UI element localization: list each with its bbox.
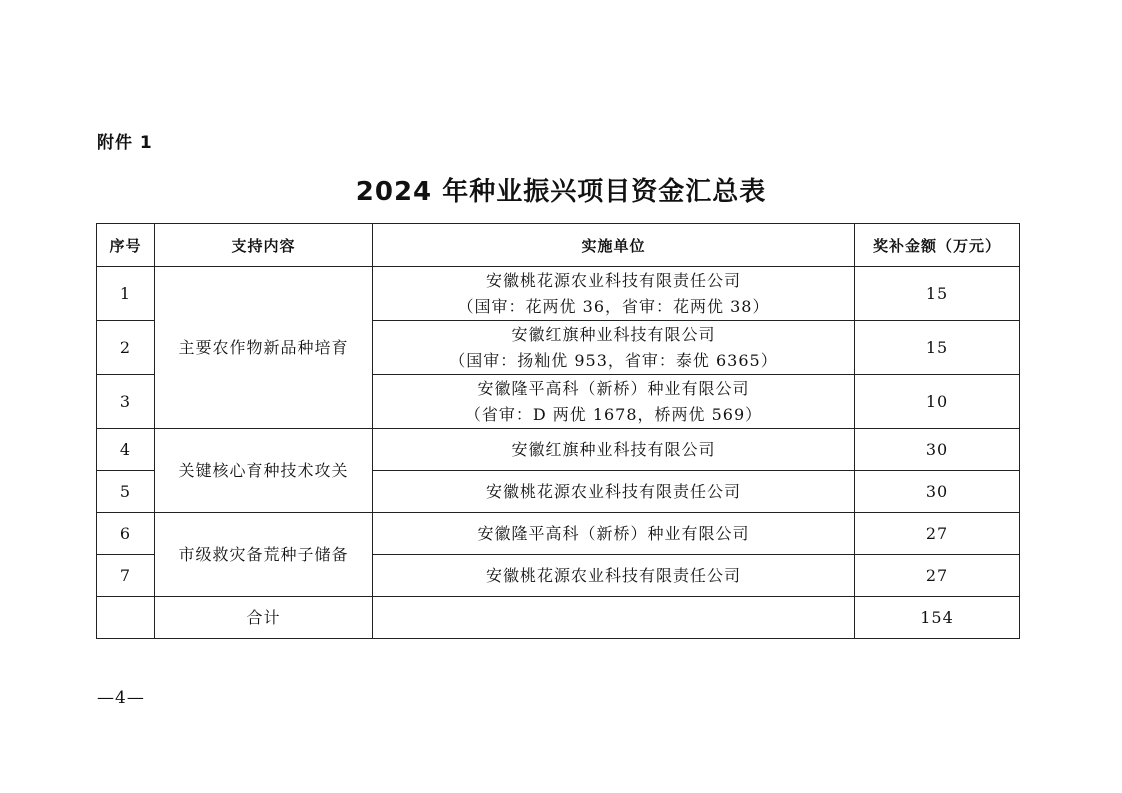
header-unit: 实施单位 bbox=[373, 224, 855, 267]
unit-name: 安徽红旗种业科技有限公司 bbox=[511, 324, 716, 344]
unit-cell: 安徽红旗种业科技有限公司 bbox=[373, 429, 855, 471]
row-no: 3 bbox=[97, 375, 155, 429]
unit-name: 安徽隆平高科（新桥）种业有限公司 bbox=[477, 378, 750, 398]
category-cell: 市级救灾备荒种子储备 bbox=[155, 513, 373, 597]
total-unit-empty bbox=[373, 597, 855, 639]
unit-note: （国审：花两优 36，省审：花两优 38） bbox=[457, 296, 770, 316]
unit-note: （省审：D 两优 1678，桥两优 569） bbox=[464, 404, 763, 424]
amount-cell: 15 bbox=[855, 321, 1020, 375]
total-row bbox=[97, 597, 1020, 639]
total-label: 合计 bbox=[155, 597, 373, 639]
amount-cell: 27 bbox=[855, 555, 1020, 597]
amount-cell: 10 bbox=[855, 375, 1020, 429]
table-row bbox=[97, 429, 1020, 471]
document-title: 2024 年种业振兴项目资金汇总表 bbox=[355, 177, 767, 207]
funding-summary-table bbox=[96, 223, 1020, 639]
unit-cell: 安徽隆平高科（新桥）种业有限公司 bbox=[373, 513, 855, 555]
table-row bbox=[97, 267, 1020, 321]
header-content: 支持内容 bbox=[155, 224, 373, 267]
row-no: 1 bbox=[97, 267, 155, 321]
category-cell: 主要农作物新品种培育 bbox=[155, 267, 373, 429]
row-no: 7 bbox=[97, 555, 155, 597]
table-header-row bbox=[97, 224, 1020, 267]
unit-cell: 安徽桃花源农业科技有限责任公司 bbox=[373, 555, 855, 597]
unit-name: 安徽桃花源农业科技有限责任公司 bbox=[485, 270, 741, 290]
unit-cell: 安徽桃花源农业科技有限责任公司 bbox=[373, 471, 855, 513]
table-row bbox=[97, 513, 1020, 555]
header-no: 序号 bbox=[97, 224, 155, 267]
unit-cell bbox=[373, 375, 855, 429]
row-no: 5 bbox=[97, 471, 155, 513]
page-number: —4— bbox=[97, 688, 145, 708]
amount-cell: 30 bbox=[855, 471, 1020, 513]
attachment-label: 附件 1 bbox=[97, 133, 153, 153]
unit-cell bbox=[373, 321, 855, 375]
unit-cell bbox=[373, 267, 855, 321]
amount-cell: 15 bbox=[855, 267, 1020, 321]
amount-cell: 27 bbox=[855, 513, 1020, 555]
amount-cell: 30 bbox=[855, 429, 1020, 471]
header-amount: 奖补金额（万元） bbox=[855, 224, 1020, 267]
unit-note: （国审：扬籼优 953，省审：泰优 6365） bbox=[449, 350, 778, 370]
category-cell: 关键核心育种技术攻关 bbox=[155, 429, 373, 513]
row-no: 2 bbox=[97, 321, 155, 375]
total-no-empty bbox=[97, 597, 155, 639]
total-amount: 154 bbox=[855, 597, 1020, 639]
row-no: 6 bbox=[97, 513, 155, 555]
row-no: 4 bbox=[97, 429, 155, 471]
